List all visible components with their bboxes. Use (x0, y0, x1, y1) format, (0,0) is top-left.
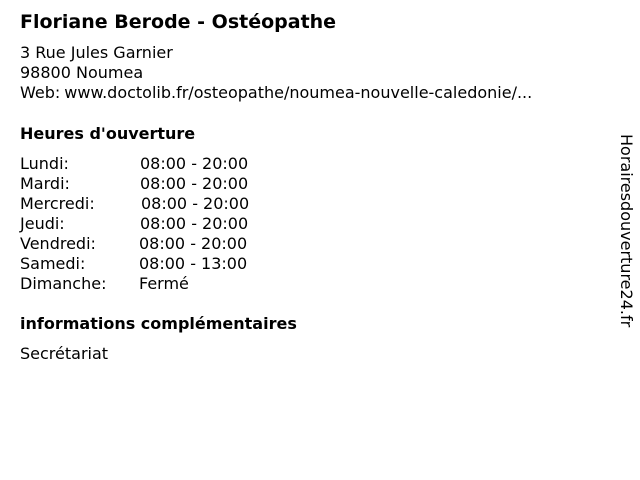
hours-row-wednesday (20, 194, 320, 214)
day-label: Dimanche: (20, 274, 107, 293)
day-label: Mardi: (20, 174, 70, 193)
day-label: Vendredi: (20, 234, 96, 253)
website-link[interactable]: www.doctolib.fr/osteopathe/noumea-nouvelle-caledonie/... (64, 83, 533, 102)
hours-value: 08:00 - 20:00 (140, 174, 249, 193)
opening-hours-heading: Heures d'ouverture (20, 124, 196, 143)
opening-hours-table (20, 154, 320, 294)
hours-value: 08:00 - 20:00 (139, 234, 248, 253)
hours-value: 08:00 - 20:00 (140, 154, 249, 173)
website-label: Web: (20, 83, 61, 102)
address-city: 98800 Noumea (20, 63, 144, 82)
website-line (20, 83, 532, 103)
hours-value: 08:00 - 13:00 (139, 254, 248, 273)
hours-value: 08:00 - 20:00 (141, 194, 250, 213)
additional-info-text: Secrétariat (20, 344, 109, 363)
hours-row-friday (20, 234, 320, 254)
hours-row-tuesday (20, 174, 320, 194)
hours-value: Fermé (139, 274, 189, 293)
day-label: Lundi: (20, 154, 69, 173)
site-watermark: Horairesdouverture24.fr (617, 134, 636, 328)
hours-row-saturday (20, 254, 320, 274)
day-label: Mercredi: (20, 194, 95, 213)
address-block (20, 43, 532, 103)
day-label: Jeudi: (20, 214, 65, 233)
additional-info-heading: informations complémentaires (20, 314, 297, 333)
hours-row-thursday (20, 214, 320, 234)
hours-value: 08:00 - 20:00 (140, 214, 249, 233)
business-name: Floriane Berode - Ostéopathe (20, 11, 337, 33)
day-label: Samedi: (20, 254, 86, 273)
address-street: 3 Rue Jules Garnier (20, 43, 173, 62)
hours-row-monday (20, 154, 320, 174)
hours-row-sunday (20, 274, 320, 294)
